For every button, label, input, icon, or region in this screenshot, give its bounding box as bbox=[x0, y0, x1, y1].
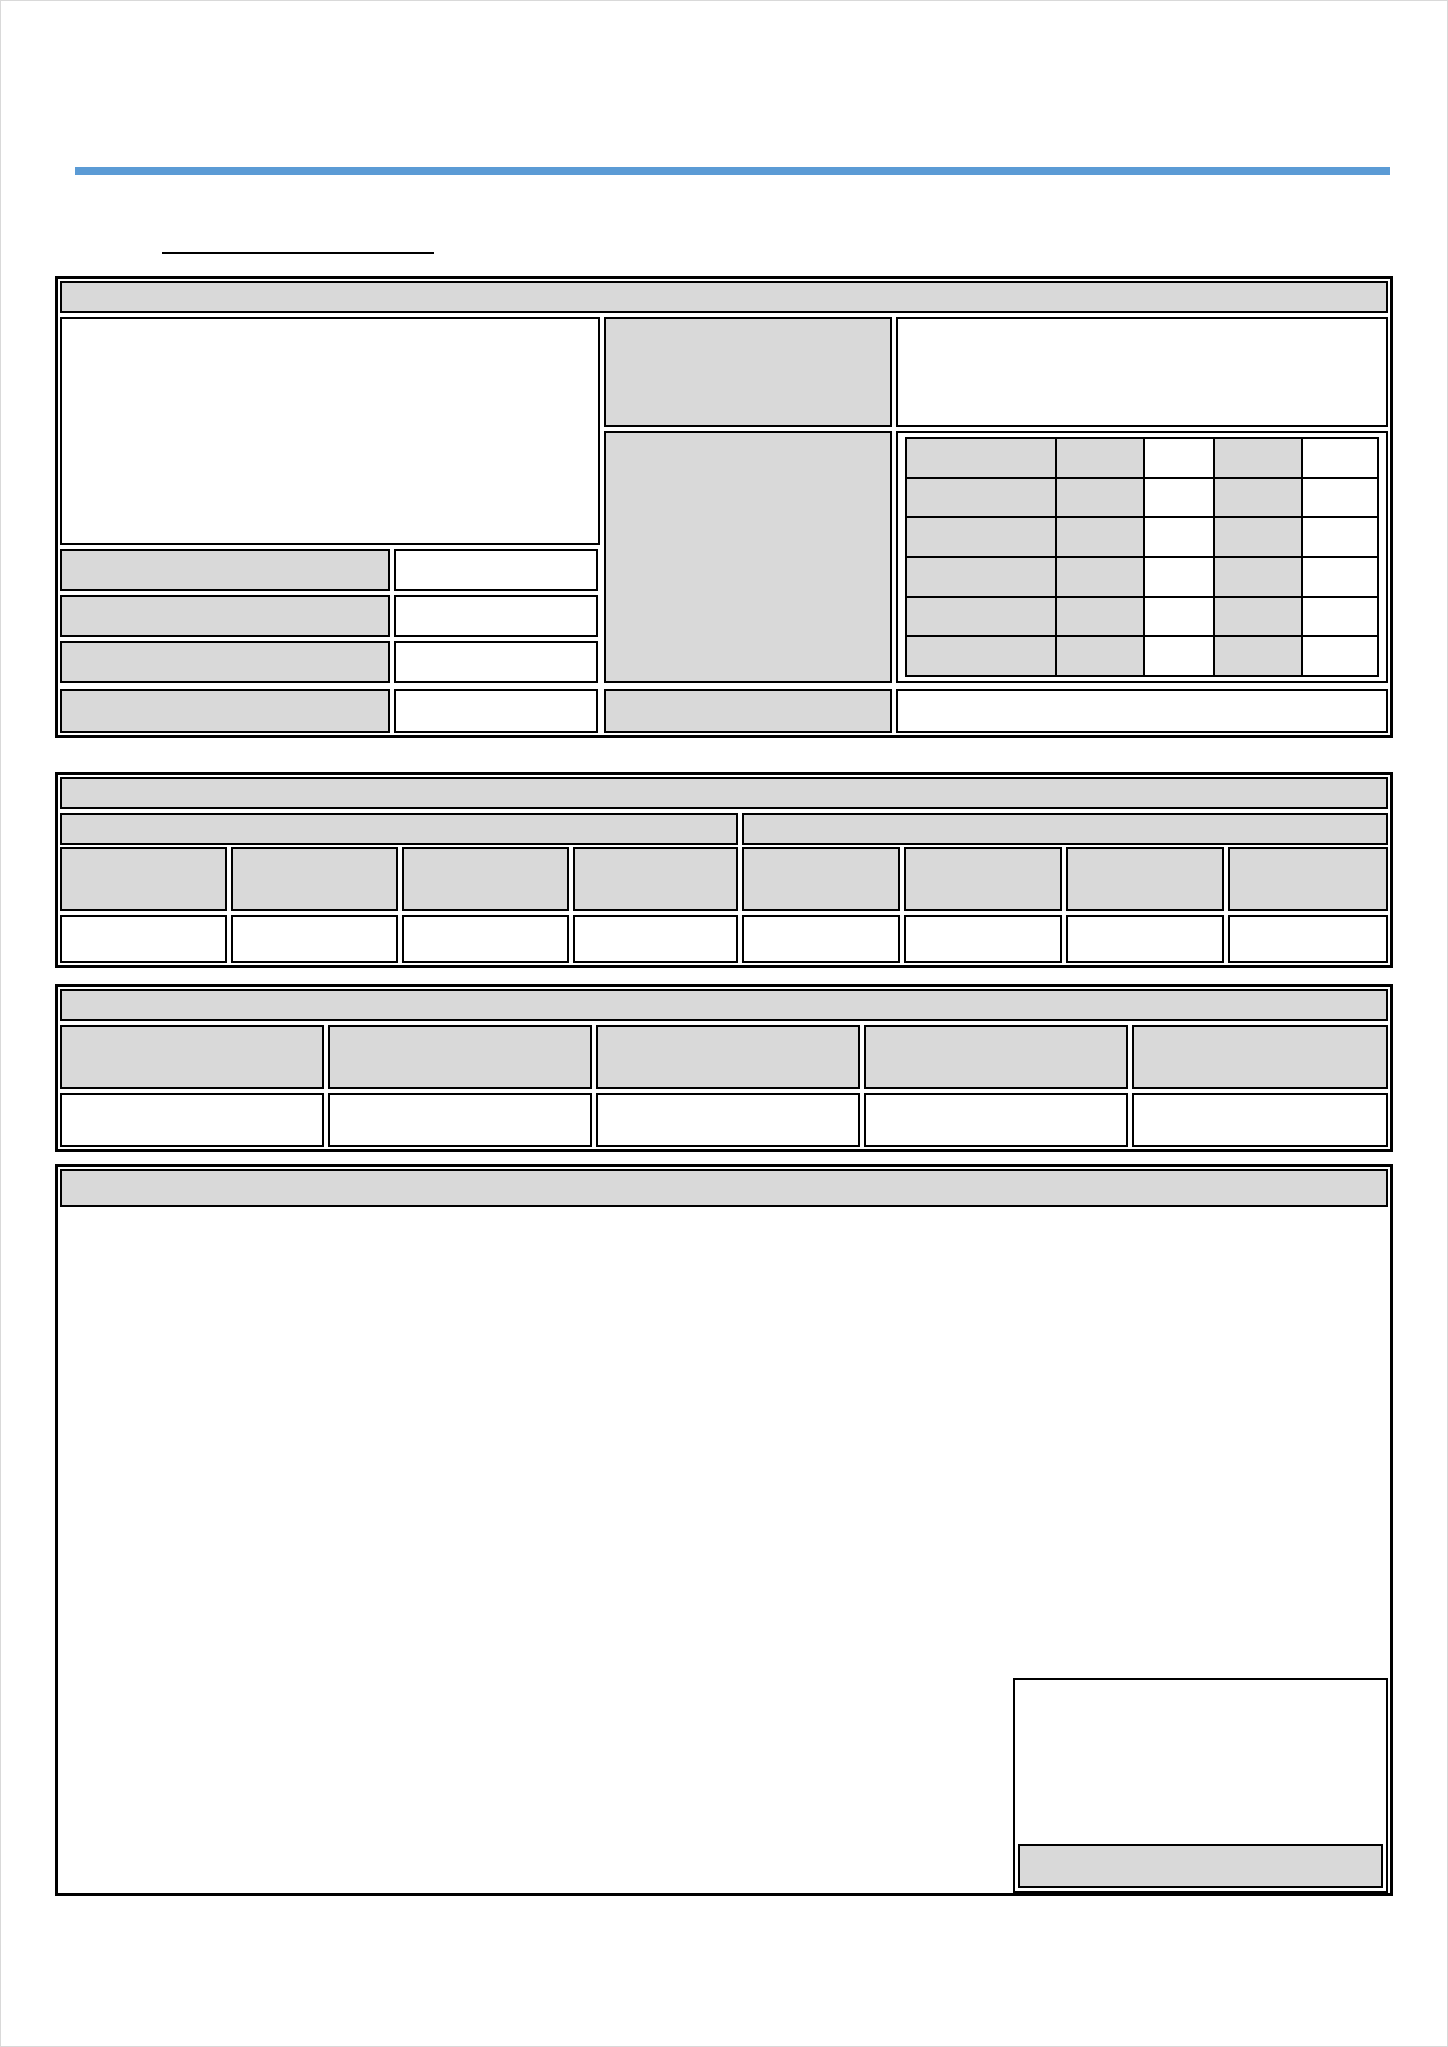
aptt-header bbox=[904, 847, 1062, 911]
central-line-row-femoral bbox=[907, 558, 1377, 598]
central-line-label bbox=[604, 431, 892, 683]
fistula-right-checkbox[interactable] bbox=[1303, 637, 1377, 675]
permanent-right-checkbox[interactable] bbox=[1303, 598, 1377, 636]
subclavian-right-checkbox[interactable] bbox=[1303, 518, 1377, 556]
left-label bbox=[1057, 558, 1145, 596]
central-line-row-jugular bbox=[907, 479, 1377, 519]
magnesium-input[interactable] bbox=[1132, 1093, 1388, 1147]
central-line-site-label bbox=[907, 479, 1057, 517]
height-label bbox=[60, 549, 390, 591]
potassium-input[interactable] bbox=[864, 1093, 1128, 1147]
tel-no-input[interactable] bbox=[896, 689, 1388, 733]
central-line-row-subclavian bbox=[907, 518, 1377, 558]
platelet-header bbox=[573, 847, 738, 911]
calcium-corr-header bbox=[596, 1025, 860, 1089]
chemistry-table bbox=[55, 984, 1393, 1152]
jugular-right-checkbox[interactable] bbox=[1303, 479, 1377, 517]
potassium-header bbox=[864, 1025, 1128, 1089]
platelet-input[interactable] bbox=[573, 915, 738, 963]
pt-input[interactable] bbox=[742, 915, 900, 963]
diagnosis-input[interactable] bbox=[896, 317, 1388, 427]
total-blood-volume-input[interactable] bbox=[394, 641, 598, 683]
left-label bbox=[1057, 479, 1145, 517]
permanent-left-checkbox[interactable] bbox=[1145, 598, 1215, 636]
right-label bbox=[1215, 479, 1303, 517]
inr-input[interactable] bbox=[1066, 915, 1224, 963]
peripheral-right-checkbox[interactable] bbox=[1303, 439, 1377, 477]
albumin-input[interactable] bbox=[328, 1093, 592, 1147]
fistula-left-checkbox[interactable] bbox=[1145, 637, 1215, 675]
central-line-site-label bbox=[907, 518, 1057, 556]
total-protein-input[interactable] bbox=[60, 1093, 324, 1147]
hemoglobin-input[interactable] bbox=[231, 915, 398, 963]
total-protein-header bbox=[60, 1025, 324, 1089]
central-line-site-label bbox=[907, 558, 1057, 596]
wbc-header bbox=[60, 847, 227, 911]
blood-tests-header bbox=[60, 777, 1388, 809]
patient-information-table bbox=[55, 276, 1393, 738]
coagulation-group-header bbox=[742, 813, 1388, 845]
jugular-left-checkbox[interactable] bbox=[1145, 479, 1215, 517]
central-line-area bbox=[896, 431, 1388, 683]
central-line-site-label bbox=[907, 598, 1057, 636]
central-line-row-fistula bbox=[907, 637, 1377, 675]
central-line-row-peripheral bbox=[907, 439, 1377, 479]
right-label bbox=[1215, 637, 1303, 675]
right-label bbox=[1215, 518, 1303, 556]
weight-label bbox=[60, 595, 390, 637]
physician-stamp-box[interactable] bbox=[1013, 1678, 1388, 1893]
fibrinogen-header bbox=[1228, 847, 1388, 911]
pt-header bbox=[742, 847, 900, 911]
ward-room-bed-label bbox=[60, 689, 390, 733]
patient-sticker-box[interactable] bbox=[60, 317, 600, 545]
fibrinogen-input[interactable] bbox=[1228, 915, 1388, 963]
central-line-site-label bbox=[907, 439, 1057, 477]
physicians-order-header bbox=[60, 1169, 1388, 1207]
right-label bbox=[1215, 558, 1303, 596]
albumin-header bbox=[328, 1025, 592, 1089]
right-label bbox=[1215, 598, 1303, 636]
central-line-site-label bbox=[907, 637, 1057, 675]
ward-room-bed-input[interactable] bbox=[394, 689, 598, 733]
physicians-order-table bbox=[55, 1164, 1393, 1896]
tel-no-label bbox=[604, 689, 892, 733]
chemistry-header bbox=[60, 989, 1388, 1021]
stamp-label bbox=[1018, 1844, 1383, 1888]
date-input[interactable] bbox=[162, 226, 434, 254]
hematocrit-input[interactable] bbox=[402, 915, 569, 963]
inr-header bbox=[1066, 847, 1224, 911]
central-line-table bbox=[905, 437, 1379, 677]
peripheral-left-checkbox[interactable] bbox=[1145, 439, 1215, 477]
aptt-input[interactable] bbox=[904, 915, 1062, 963]
calcium-corr-input[interactable] bbox=[596, 1093, 860, 1147]
hemoglobin-header bbox=[231, 847, 398, 911]
blood-tests-table bbox=[55, 772, 1393, 968]
left-label bbox=[1057, 439, 1145, 477]
hematocrit-header bbox=[402, 847, 569, 911]
diagnosis-label bbox=[604, 317, 892, 427]
left-label bbox=[1057, 637, 1145, 675]
height-input[interactable] bbox=[394, 549, 598, 591]
femoral-right-checkbox[interactable] bbox=[1303, 558, 1377, 596]
stamp-space[interactable] bbox=[1015, 1680, 1386, 1841]
left-label bbox=[1057, 518, 1145, 556]
wbc-input[interactable] bbox=[60, 915, 227, 963]
total-blood-volume-label bbox=[60, 641, 390, 683]
subclavian-left-checkbox[interactable] bbox=[1145, 518, 1215, 556]
accent-divider-bar bbox=[75, 167, 1390, 175]
left-label bbox=[1057, 598, 1145, 636]
magnesium-header bbox=[1132, 1025, 1388, 1089]
patient-information-header bbox=[60, 281, 1388, 313]
central-line-row-permanent bbox=[907, 598, 1377, 638]
right-label bbox=[1215, 439, 1303, 477]
femoral-left-checkbox[interactable] bbox=[1145, 558, 1215, 596]
cbc-group-header bbox=[60, 813, 738, 845]
weight-input[interactable] bbox=[394, 595, 598, 637]
